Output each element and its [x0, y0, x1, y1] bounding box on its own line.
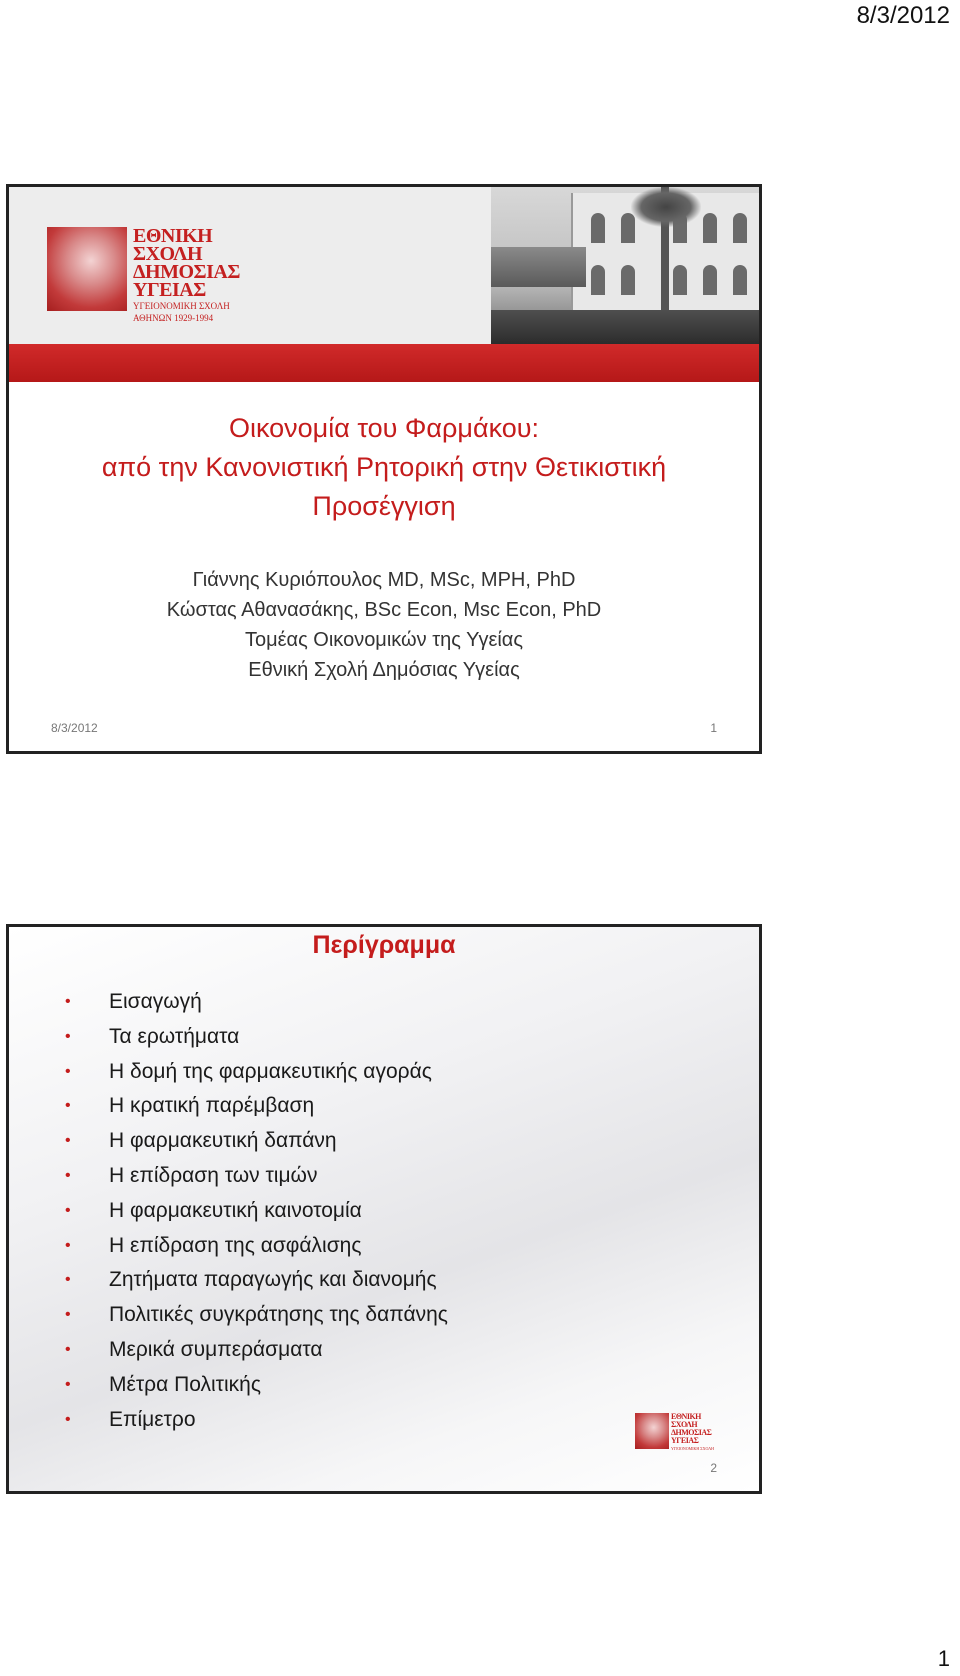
page-number: 1: [937, 1646, 950, 1671]
list-item-text: Η επίδραση των τιμών: [109, 1163, 318, 1187]
list-item-text: Η φαρμακευτική δαπάνη: [109, 1129, 337, 1153]
list-item: [65, 1298, 448, 1333]
list-item-text: Επίμετρο: [109, 1407, 196, 1431]
presentation-title: [9, 409, 759, 526]
author-line: Γιάννης Κυριόπουλος MD, MSc, MPH, PhD: [192, 569, 576, 591]
list-item-text: Η επίδραση της ασφάλισης: [109, 1233, 362, 1257]
side-roof: [491, 247, 586, 287]
logo-line: ΣΧΟΛΗ: [133, 243, 203, 265]
logo-line: ΕΘΝΙΚΗ: [671, 1412, 701, 1421]
list-item: [65, 1089, 448, 1124]
hedge: [491, 310, 759, 344]
logo-line: ΔΗΜΟΣΙΑΣ: [133, 261, 240, 283]
slide-footer-number: 1: [710, 721, 717, 735]
list-item-text: Μερικά συμπεράσματα: [109, 1337, 323, 1361]
authors-block: [9, 565, 759, 685]
logo-line: ΕΘΝΙΚΗ: [133, 225, 213, 247]
list-item: [65, 1194, 448, 1229]
building-photo: [491, 187, 759, 344]
slide-footer-number: 2: [710, 1461, 717, 1475]
bullet-icon: •: [65, 993, 71, 1010]
title-line: Προσέγγιση: [312, 491, 456, 521]
list-item: [65, 1368, 448, 1403]
slide-footer-date: 8/3/2012: [51, 721, 98, 735]
logo-line: ΣΧΟΛΗ: [671, 1420, 698, 1429]
palm-leaves: [631, 187, 701, 227]
bullet-icon: •: [65, 1062, 71, 1080]
bullet-icon: •: [65, 1166, 71, 1184]
window: [733, 213, 747, 243]
window: [703, 213, 717, 243]
bullet-icon: •: [65, 1236, 71, 1254]
bullet-icon: •: [65, 1132, 71, 1150]
window: [621, 265, 635, 295]
window: [703, 265, 717, 295]
list-item-text: Ζητήματα παραγωγής και διανομής: [109, 1268, 437, 1292]
author-line: Κώστας Αθανασάκης, BSc Econ, Msc Econ, PhD: [166, 599, 602, 621]
list-item: [65, 985, 448, 1020]
page-date: 8/3/2012: [856, 2, 950, 29]
logo-subtitle: ΥΓΕΙΟΝΟΜΙΚΗ ΣΧΟΛΗ: [671, 1446, 715, 1451]
list-item-text: Μέτρα Πολιτικής: [109, 1372, 261, 1396]
slide-2: [6, 924, 762, 1494]
affiliation-line: Τομέας Οικονομικών της Υγείας: [244, 629, 524, 651]
logo-subtitle: ΑΘΗΝΩΝ 1929-1994: [133, 313, 214, 323]
red-band: [9, 344, 759, 382]
list-item: [65, 1020, 448, 1055]
list-item: [65, 1333, 448, 1368]
list-item-text: Η κρατική παρέμβαση: [109, 1094, 315, 1118]
bullet-icon: •: [65, 1410, 71, 1428]
school-logo-small: [635, 1413, 717, 1449]
slide-title: Περίγραμμα: [312, 931, 456, 959]
statue-head-image: [47, 227, 127, 311]
list-item: [65, 1403, 448, 1438]
logo-line: ΔΗΜΟΣΙΑΣ: [671, 1428, 712, 1437]
bullet-icon: •: [65, 1201, 71, 1219]
list-item-text: Εισαγωγή: [109, 990, 202, 1013]
list-item: [65, 1055, 448, 1090]
window: [673, 265, 687, 295]
statue-head-image: [635, 1413, 669, 1449]
logo-text: [671, 1413, 717, 1451]
bullet-icon: •: [65, 1027, 71, 1045]
bullet-icon: •: [65, 1340, 71, 1358]
list-item-text: Η δομή της φαρμακευτικής αγοράς: [109, 1059, 432, 1083]
title-line: από την Κανονιστική Ρητορική στην Θετικιστική: [101, 452, 667, 482]
title-line: Οικονομία του Φαρμάκου:: [228, 413, 540, 443]
outline-list: [65, 985, 448, 1437]
list-item-text: Η φαρμακευτική καινοτομία: [109, 1198, 362, 1222]
list-item: [65, 1229, 448, 1264]
school-logo: [47, 225, 240, 323]
list-item: [65, 1124, 448, 1159]
logo-text: [133, 227, 239, 323]
bullet-icon: •: [65, 1306, 71, 1324]
list-item-text: Τα ερωτήματα: [109, 1024, 240, 1048]
window: [733, 265, 747, 295]
bullet-icon: •: [65, 1375, 71, 1393]
affiliation-line: Εθνική Σχολή Δημόσιας Υγείας: [248, 659, 520, 681]
window: [591, 265, 605, 295]
logo-subtitle: ΥΓΕΙΟΝΟΜΙΚΗ ΣΧΟΛΗ: [133, 301, 230, 311]
window: [591, 213, 605, 243]
logo-line: ΥΓΕΙΑΣ: [671, 1436, 699, 1445]
list-item-text: Πολιτικές συγκράτησης της δαπάνης: [109, 1303, 448, 1327]
list-item: [65, 1263, 448, 1298]
bullet-icon: •: [65, 1097, 71, 1115]
bullet-icon: •: [65, 1271, 71, 1289]
logo-line: ΥΓΕΙΑΣ: [133, 279, 206, 301]
list-item: [65, 1159, 448, 1194]
slide-1: [6, 184, 762, 754]
